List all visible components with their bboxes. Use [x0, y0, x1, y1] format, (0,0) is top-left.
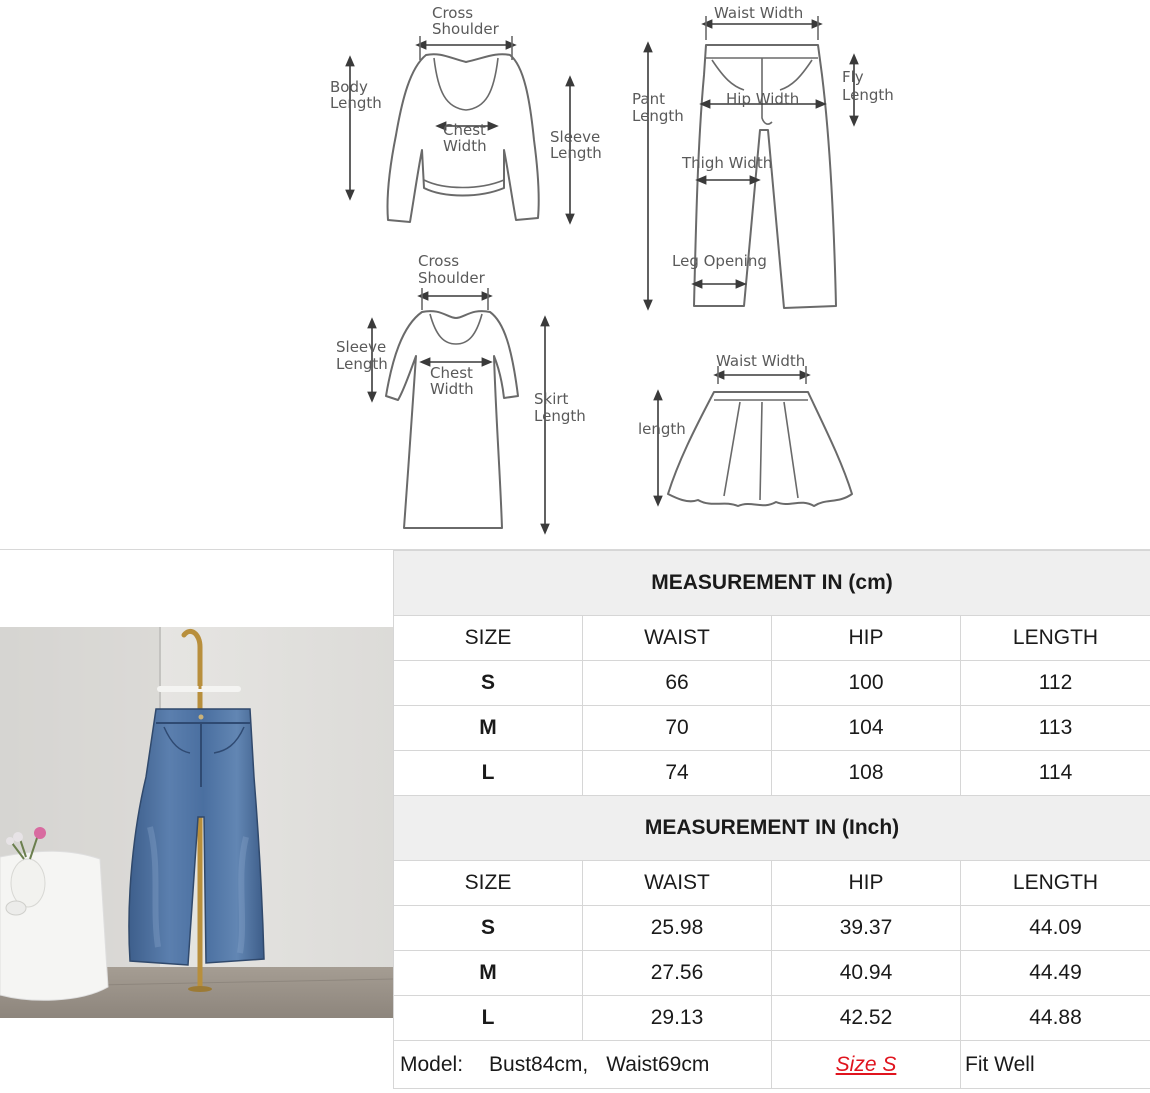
- table-cell: 42.52: [772, 996, 961, 1041]
- blank-cell: [0, 550, 393, 627]
- dress-sleeve-length-label: Sleeve Length: [336, 338, 388, 373]
- vase: [11, 859, 45, 907]
- dress-chest-width-label: Chest Width: [430, 364, 474, 398]
- top-body-length-label: Body Length: [330, 78, 382, 112]
- table-cell: 113: [961, 706, 1150, 751]
- table-row: [394, 906, 1150, 951]
- table-cell: 66: [583, 661, 772, 706]
- inch-table-title: MEASUREMENT IN (Inch): [394, 796, 1150, 861]
- column-header: WAIST: [583, 861, 772, 906]
- table-row: [394, 751, 1150, 796]
- pants-waist-width-label: Waist Width: [714, 4, 804, 22]
- column-header: HIP: [772, 861, 961, 906]
- top-chest-width-label: Chest Width: [443, 121, 487, 155]
- column-header: LENGTH: [961, 616, 1150, 661]
- table-row: [394, 706, 1150, 751]
- pants-leg-opening-label: Leg Opening: [672, 252, 767, 270]
- model-info-row: [394, 1041, 1150, 1089]
- table-heading-row: [394, 551, 1150, 616]
- skirt-length-label: length: [638, 420, 686, 438]
- model-size: Size S: [772, 1041, 961, 1089]
- skirt-garment-diagram: [638, 352, 852, 506]
- table-cell: 108: [772, 751, 961, 796]
- flower: [34, 827, 46, 839]
- table-row: [394, 996, 1150, 1041]
- size-cell: S: [394, 906, 583, 951]
- table-heading-row: [394, 796, 1150, 861]
- size-cell: M: [394, 951, 583, 996]
- table-cell: 104: [772, 706, 961, 751]
- size-cell: L: [394, 751, 583, 796]
- pants-hip-width-label: Hip Width: [726, 90, 800, 108]
- cm-table-title: MEASUREMENT IN (cm): [394, 551, 1150, 616]
- table-cell: 44.88: [961, 996, 1150, 1041]
- table-cell: 27.56: [583, 951, 772, 996]
- column-header: SIZE: [394, 861, 583, 906]
- skirt-waist-width-label: Waist Width: [716, 352, 806, 370]
- table-cell: 25.98: [583, 906, 772, 951]
- top-cross-shoulder-label: Cross Shoulder: [432, 4, 499, 38]
- model-waist: Waist69cm: [606, 1052, 710, 1076]
- table-cell: 74: [583, 751, 772, 796]
- table-cell: 112: [961, 661, 1150, 706]
- column-header: LENGTH: [961, 861, 1150, 906]
- pants-fly-length-label: Fly Length: [842, 68, 894, 104]
- pants-thigh-width-label: Thigh Width: [682, 154, 773, 172]
- dress-cross-shoulder-label: Cross Shoulder: [418, 252, 485, 287]
- dress-garment-diagram: [336, 252, 586, 530]
- size-cell: M: [394, 706, 583, 751]
- model-label: Model:: [400, 1052, 464, 1076]
- table-cell: 100: [772, 661, 961, 706]
- size-cell: L: [394, 996, 583, 1041]
- table-cell: 44.09: [961, 906, 1150, 951]
- table-row: [394, 951, 1150, 996]
- model-fit: Fit Well: [961, 1041, 1150, 1089]
- top-sleeve-length-label: Sleeve Length: [550, 128, 602, 162]
- model-measurements: [394, 1041, 772, 1089]
- product-photo: [0, 627, 393, 1018]
- column-header: HIP: [772, 616, 961, 661]
- table-cell: 44.49: [961, 951, 1150, 996]
- table-header-row: [394, 861, 1150, 906]
- size-cell: S: [394, 661, 583, 706]
- top-garment-diagram: [330, 4, 602, 222]
- pants-garment-diagram: [632, 4, 894, 308]
- pants-pant-length-label: Pant Length: [632, 90, 684, 125]
- model-bust: Bust84cm,: [489, 1052, 589, 1076]
- dress-skirt-length-label: Skirt Length: [534, 390, 586, 425]
- table-cell: 70: [583, 706, 772, 751]
- table-cell: 114: [961, 751, 1150, 796]
- table-row: [394, 661, 1150, 706]
- table-cell: 29.13: [583, 996, 772, 1041]
- size-chart-table: [393, 550, 1150, 1089]
- table-cell: 40.94: [772, 951, 961, 996]
- column-header: WAIST: [583, 616, 772, 661]
- table-header-row: [394, 616, 1150, 661]
- product-photo-svg: [0, 627, 393, 1018]
- table-cell: 39.37: [772, 906, 961, 951]
- column-header: SIZE: [394, 616, 583, 661]
